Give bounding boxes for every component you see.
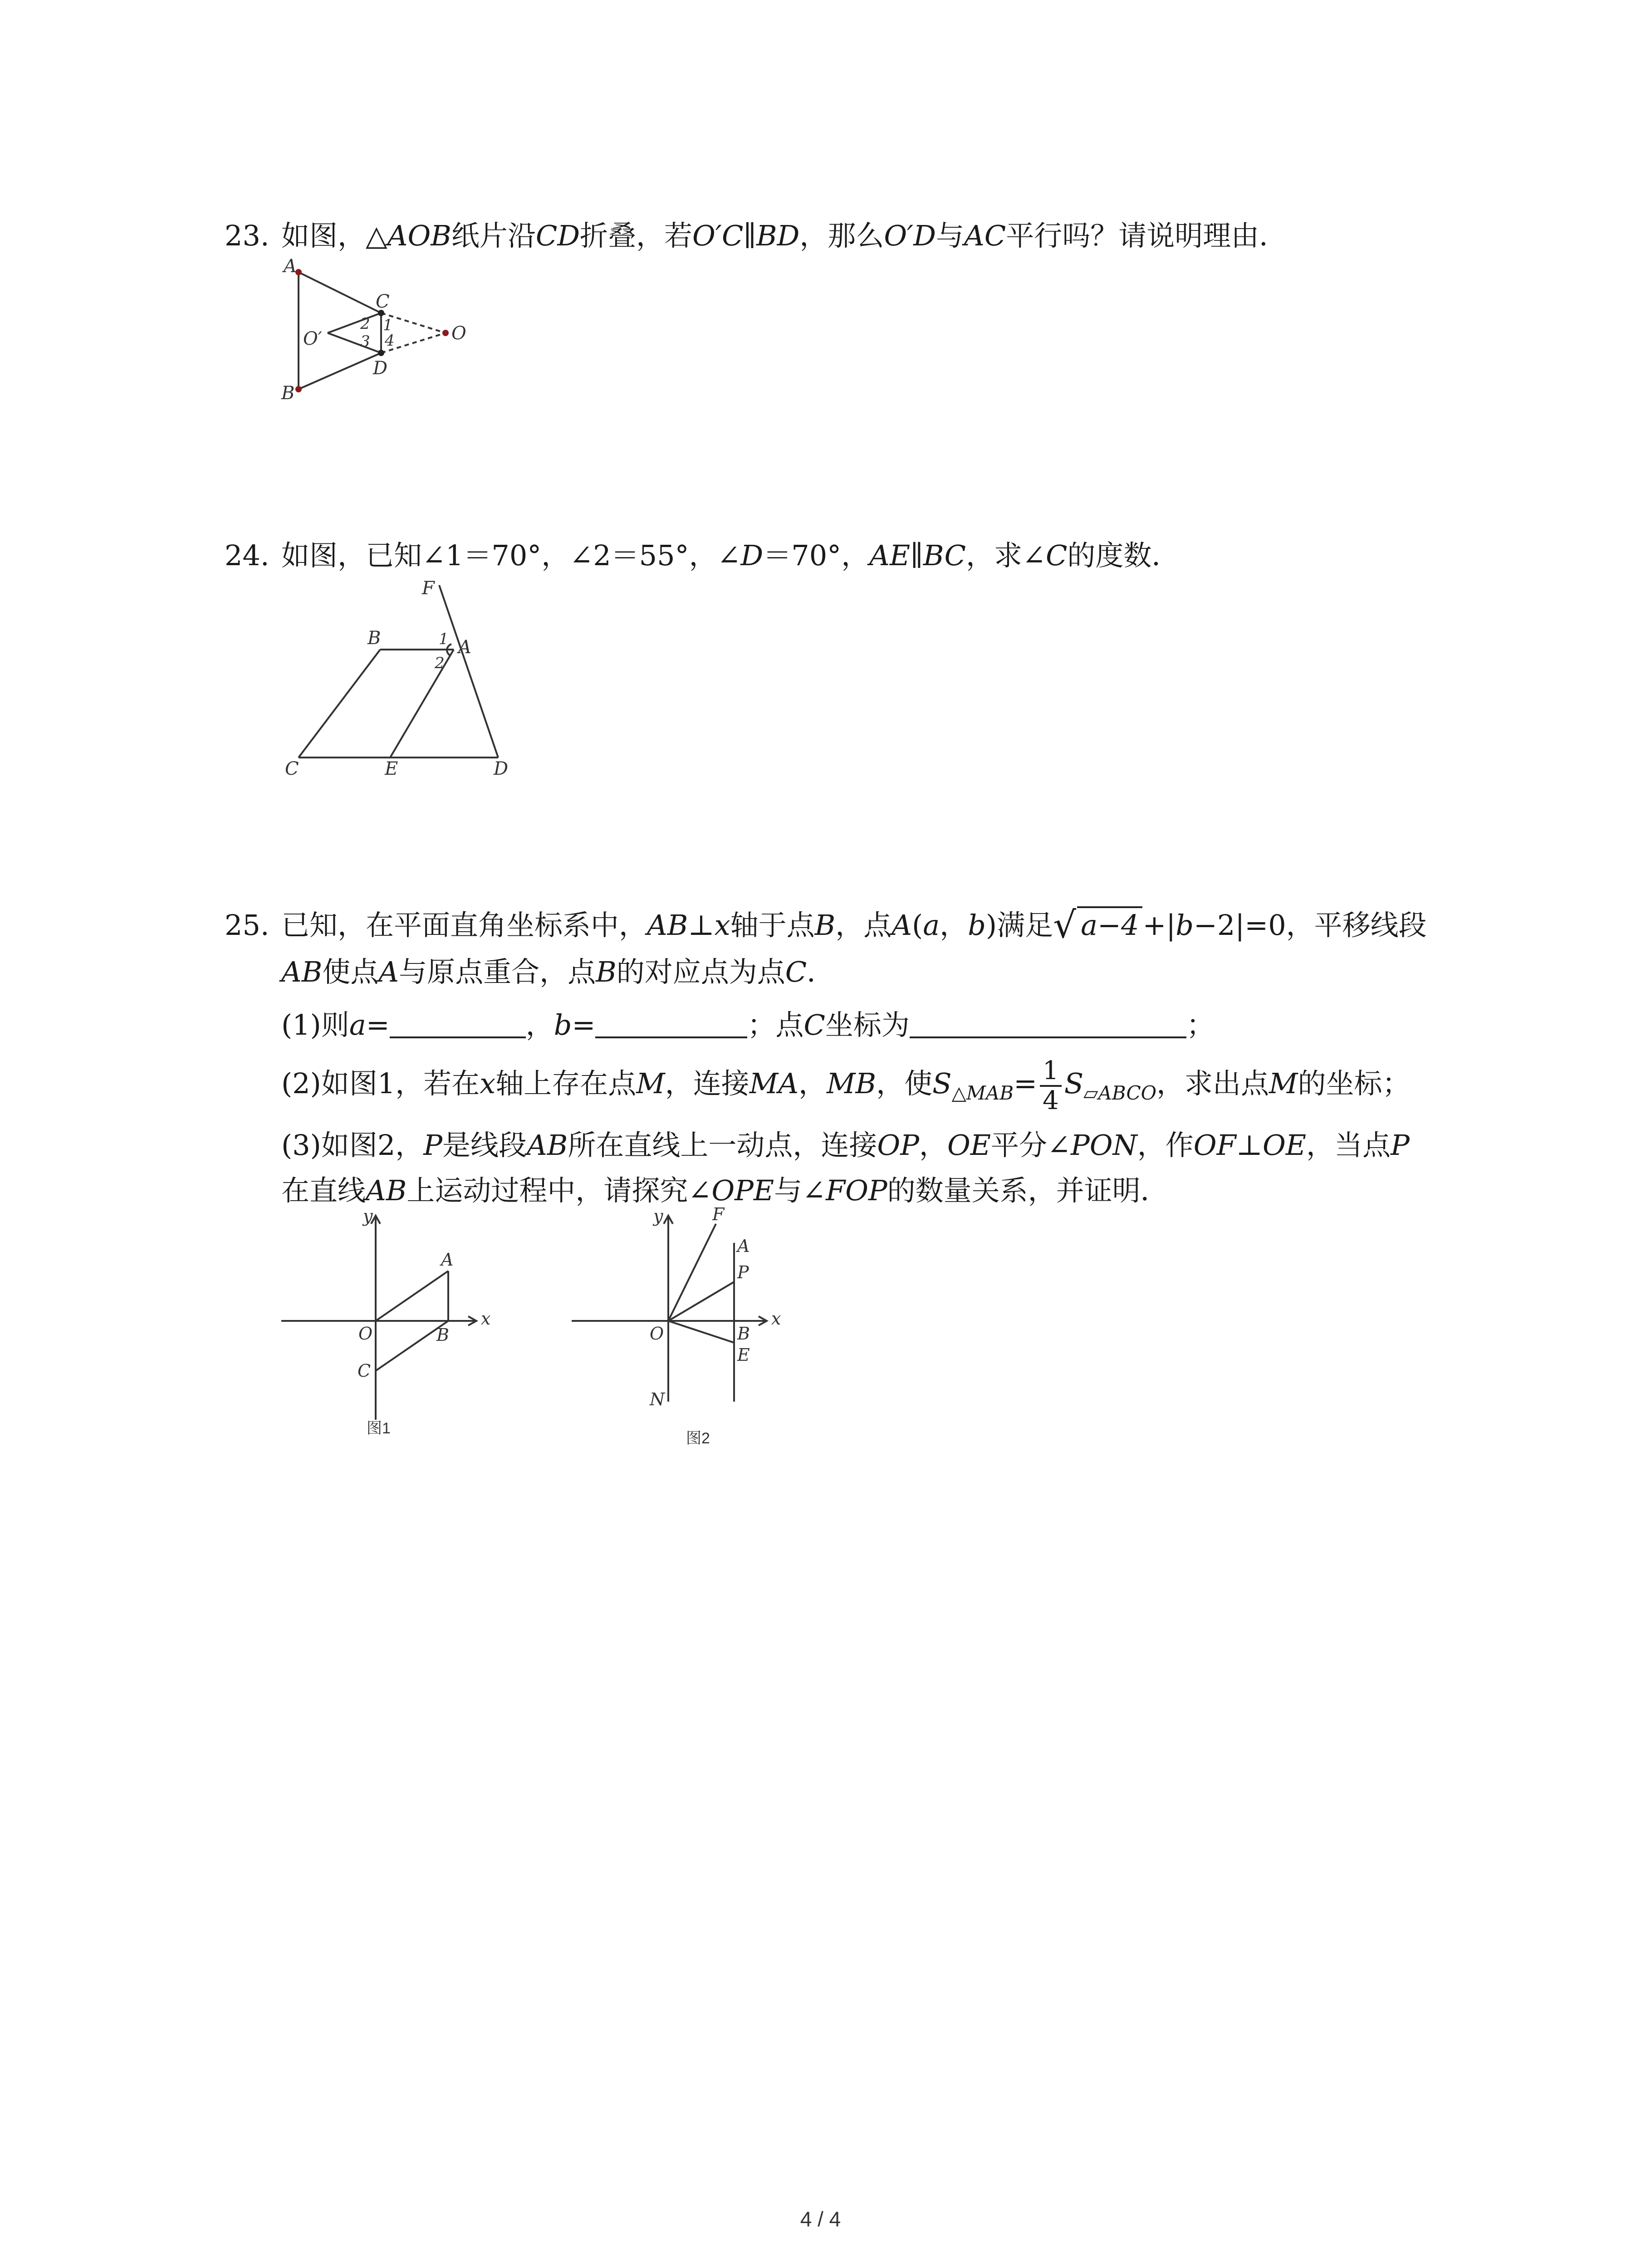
figure-23-folded-triangle	[272, 259, 481, 408]
figure-1-caption: 图1	[367, 1420, 391, 1437]
label-b: B	[367, 628, 381, 649]
label-angle-4: 4	[385, 332, 395, 350]
label-o-prime: O′	[303, 328, 322, 349]
segment-o-a	[376, 1271, 448, 1321]
answer-blank-c-coordinates[interactable]	[910, 1005, 1186, 1038]
label-c: C	[285, 758, 299, 779]
figure-25-1-coordinate-plane	[272, 1202, 499, 1447]
segment-o-prime-d	[328, 333, 381, 353]
label-y: y	[653, 1206, 663, 1226]
label-angle-2: 2	[360, 315, 370, 333]
question-number: 25.	[225, 909, 269, 942]
question-25-part-3-line-1: (3)如图2，P是线段AB所在直线上一动点，连接OP，OE平分∠PON，作OF⊥OE，当点P	[281, 1129, 1410, 1162]
segment-oe	[668, 1321, 734, 1343]
label-angle-2: 2	[435, 654, 445, 672]
question-25-part-2: (2)如图1，若在x轴上存在点M，连接MA，MB，使$S_{\triangle MAB}=$ $\frac{1}{4}$ $S_{▱ABCO}$，求出点M的坐标；	[281, 1056, 1411, 1115]
label-b: B	[737, 1324, 750, 1344]
page-number: 4 / 4	[800, 2207, 841, 2231]
label-a: A	[737, 1236, 750, 1256]
segment-bd	[299, 353, 381, 389]
fraction-one-quarter: $\frac{1}{4}$	[1040, 1057, 1062, 1115]
label-b: B	[281, 383, 295, 404]
figure-25-2-coordinate-plane	[563, 1202, 789, 1456]
label-e: E	[737, 1345, 750, 1365]
label-n: N	[650, 1389, 665, 1409]
figure-24-trapezoid	[272, 572, 554, 780]
label-e: E	[385, 758, 398, 779]
label-a: A	[441, 1250, 454, 1270]
label-d: D	[494, 758, 509, 779]
label-p: P	[737, 1262, 749, 1282]
label-c: C	[376, 291, 390, 312]
label-angle-1: 1	[383, 316, 393, 334]
radical-sign: √	[1053, 904, 1077, 946]
question-24-text: 24. 如图，已知∠1＝70°，∠2＝55°，∠D＝70°，AE∥BC，求∠C的度数．	[225, 533, 1180, 578]
question-number: 23.	[225, 219, 269, 252]
question-25-line-2: AB使点A与原点重合，点B的对应点为点C．	[281, 955, 835, 988]
segment-b-c	[299, 650, 380, 758]
segment-o-prime-c	[328, 313, 381, 333]
radicand: a−4	[1077, 906, 1142, 943]
point-d	[378, 350, 384, 356]
label-f: F	[422, 578, 435, 599]
label-a: A	[458, 637, 471, 658]
label-x: x	[481, 1309, 491, 1329]
figure-2-caption: 图2	[686, 1430, 710, 1447]
label-b: B	[436, 1325, 449, 1345]
answer-blank-b[interactable]	[595, 1005, 747, 1038]
label-o: O	[650, 1324, 664, 1344]
label-d: D	[373, 358, 388, 379]
point-o	[442, 330, 449, 336]
label-c: C	[358, 1361, 371, 1381]
label-o: O	[358, 1324, 373, 1344]
label-y: y	[363, 1206, 373, 1226]
label-angle-3: 3	[360, 332, 370, 351]
question-23-text: 23. 如图，△AOB纸片沿CD折叠，若O′C∥BD，那么O′D与AC平行吗？请说明理由．	[225, 213, 1287, 259]
answer-blank-a[interactable]	[390, 1005, 526, 1038]
label-o: O	[451, 323, 466, 344]
label-angle-1: 1	[439, 630, 449, 648]
question-25-part-3-line-2: 在直线AB上运动过程中，请探究∠OPE与∠FOP的数量关系，并证明．	[281, 1174, 1169, 1207]
segment-f-d	[439, 585, 498, 758]
question-number: 24.	[225, 539, 269, 572]
question-25-line-1: 25. 已知，在平面直角坐标系中，AB⊥x轴于点B，点A(a，b)满足√ a−4 +|b−2|=0，平移线段	[225, 903, 1427, 948]
question-25-part-1: (1)则a= ，b= ；点C坐标为 ；	[281, 1002, 1215, 1048]
point-b	[295, 386, 302, 392]
label-f: F	[712, 1204, 725, 1224]
label-a: A	[284, 259, 297, 277]
segment-ac	[299, 272, 381, 313]
label-x: x	[771, 1309, 781, 1329]
